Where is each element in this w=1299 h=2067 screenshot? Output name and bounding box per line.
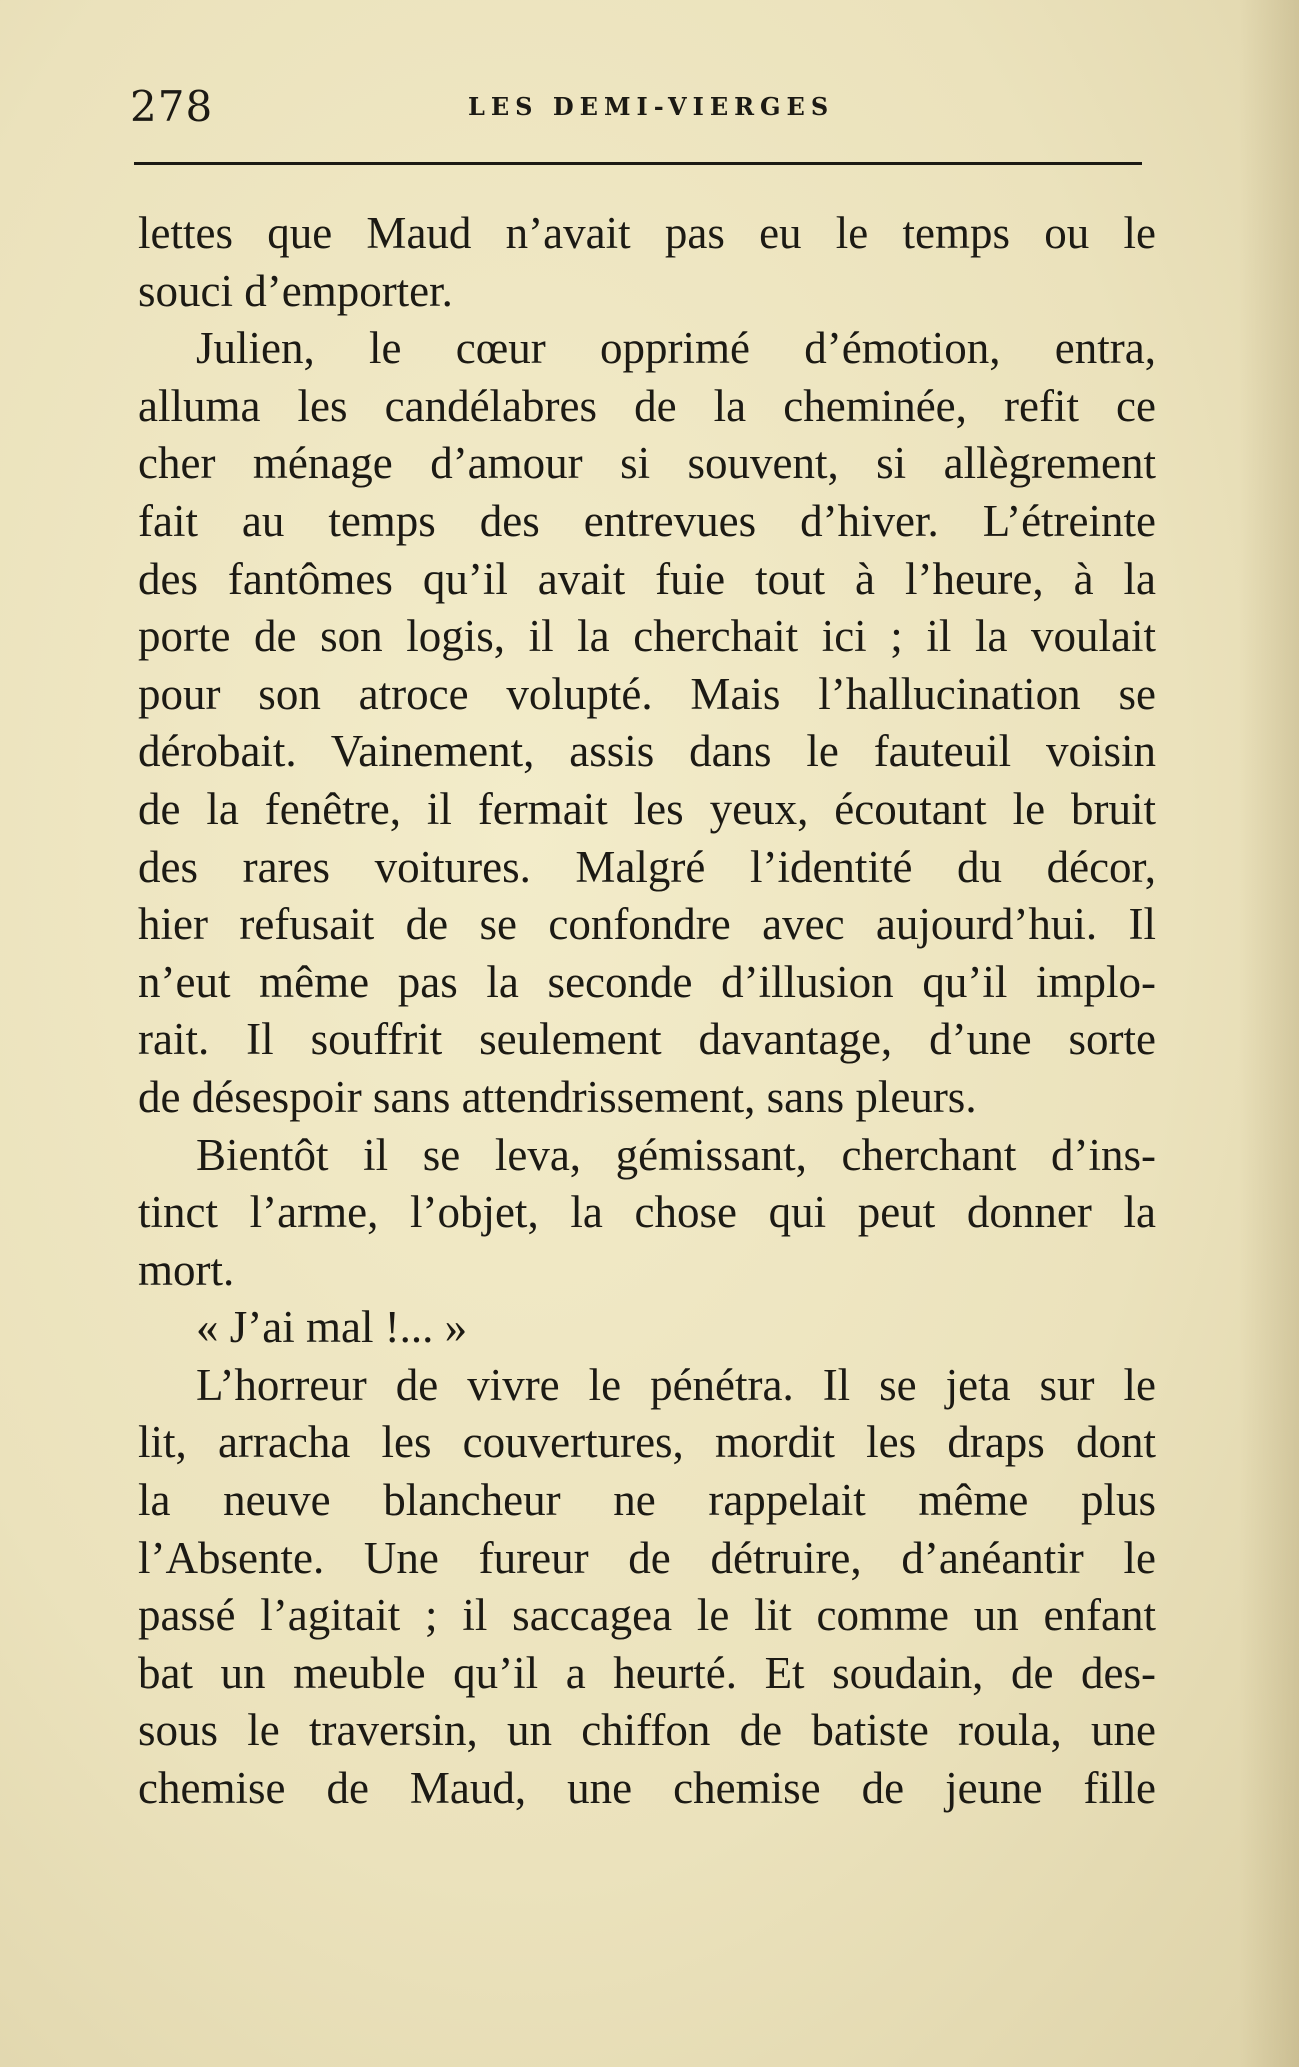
text-line: fait au temps des entrevues d’hiver. L’étreinte: [138, 495, 1156, 546]
text-line: porte de son logis, il la cherchait ici ; il la voulait: [138, 611, 1156, 662]
text-line: souci d’emporter.: [138, 265, 453, 316]
text-line: la neuve blancheur ne rappelait même plus: [138, 1475, 1156, 1526]
text-line: lit, arracha les couvertures, mordit les draps dont: [138, 1417, 1156, 1468]
running-title: LES DEMI-VIERGES: [468, 92, 835, 121]
text-line: pour son atroce volupté. Mais l’hallucination se: [138, 668, 1156, 719]
header-rule: [134, 162, 1142, 165]
text-line: alluma les candélabres de la cheminée, refit ce: [138, 380, 1156, 431]
text-line: de désespoir sans attendrissement, sans pleurs.: [138, 1071, 977, 1122]
page-header: [130, 82, 1142, 142]
text-line: L’horreur de vivre le pénétra. Il se jeta sur le: [196, 1359, 1156, 1410]
text-line: tinct l’arme, l’objet, la chose qui peut donner la: [138, 1187, 1156, 1238]
text-line: hier refusait de se confondre avec aujourd’hui. Il: [138, 899, 1156, 950]
text-line: mort.: [138, 1244, 235, 1295]
text-line: dérobait. Vainement, assis dans le fauteuil voisin: [138, 726, 1156, 777]
text-line: passé l’agitait ; il saccagea le lit comme un enfant: [138, 1590, 1156, 1641]
text-line: l’Absente. Une fureur de détruire, d’anéantir le: [138, 1532, 1156, 1583]
text-line: chemise de Maud, une chemise de jeune fille: [138, 1763, 1156, 1814]
page-edge-shadow: [1239, 0, 1299, 2067]
text-line: Bientôt il se leva, gémissant, cherchant d’ins-: [196, 1129, 1156, 1180]
text-line: cher ménage d’amour si souvent, si allègrement: [138, 438, 1156, 489]
text-line: bat un meuble qu’il a heurté. Et soudain, de des-: [138, 1647, 1156, 1698]
text-line: n’eut même pas la seconde d’illusion qu’il implo-: [138, 956, 1156, 1007]
page-number: 278: [130, 82, 214, 131]
text-line: de la fenêtre, il fermait les yeux, écoutant le bruit: [138, 783, 1156, 834]
text-line: Julien, le cœur opprimé d’émotion, entra,: [196, 323, 1156, 374]
text-line: sous le traversin, un chiffon de batiste roula, une: [138, 1705, 1156, 1756]
text-line: des fantômes qu’il avait fuie tout à l’heure, à la: [138, 553, 1156, 604]
body-text: [138, 205, 1156, 1818]
text-line: rait. Il souffrit seulement davantage, d’une sorte: [138, 1014, 1156, 1065]
text-line: « J’ai mal !... »: [196, 1302, 468, 1353]
text-line: des rares voitures. Malgré l’identité du décor,: [138, 841, 1156, 892]
text-line: lettes que Maud n’avait pas eu le temps ou le: [138, 208, 1156, 258]
